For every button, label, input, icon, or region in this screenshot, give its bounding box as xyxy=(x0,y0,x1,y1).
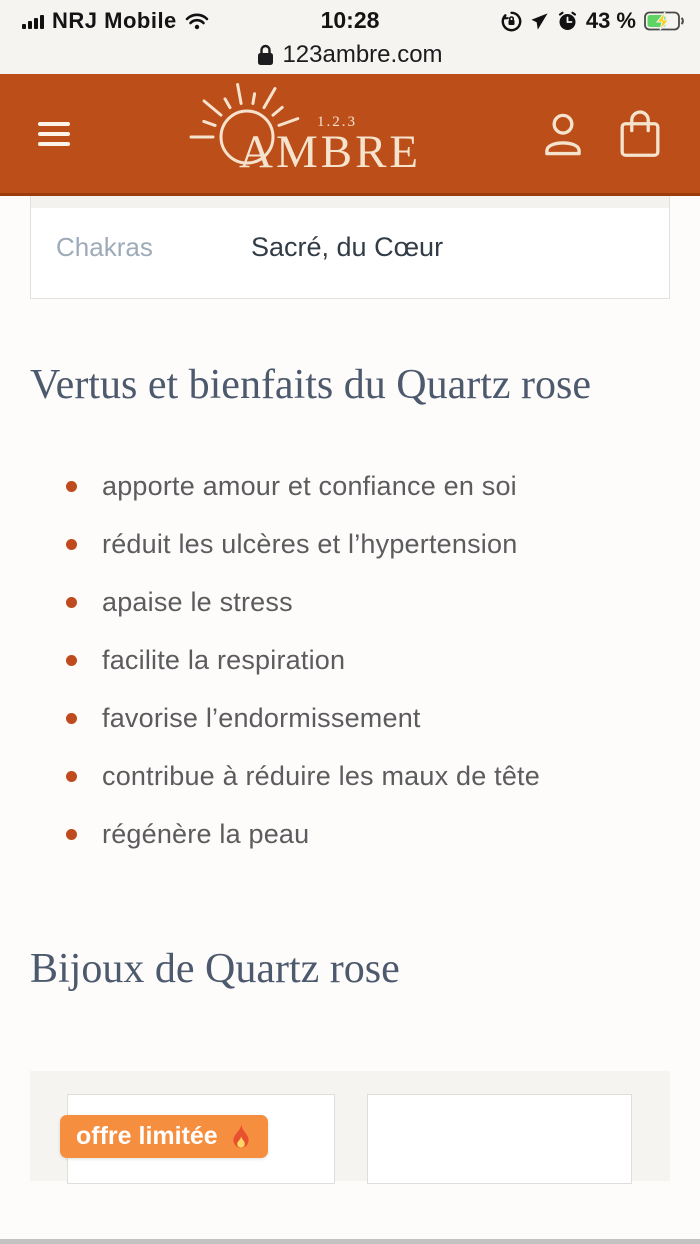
table-row xyxy=(31,208,669,263)
benefit-text: favorise l’endormissement xyxy=(102,702,421,733)
benefit-text: apaise le stress xyxy=(102,586,293,617)
bullet-icon xyxy=(66,829,77,840)
bottom-divider xyxy=(0,1239,700,1244)
address-bar[interactable] xyxy=(0,36,700,74)
benefit-text: apporte amour et confiance en soi xyxy=(102,470,517,501)
site-header xyxy=(0,74,700,196)
list-item xyxy=(0,631,700,689)
site-logo[interactable] xyxy=(187,83,425,191)
account-icon[interactable] xyxy=(542,111,584,157)
location-icon xyxy=(530,12,549,31)
list-item xyxy=(0,805,700,863)
battery-charging-icon xyxy=(644,10,686,32)
flame-icon xyxy=(230,1124,252,1150)
bullet-icon xyxy=(66,771,77,782)
cart-bag-icon[interactable] xyxy=(618,110,662,158)
benefit-text: régénère la peau xyxy=(102,818,310,849)
lock-icon xyxy=(257,44,274,66)
bullet-icon xyxy=(66,539,77,550)
carrier-label: NRJ Mobile xyxy=(52,8,177,33)
bullet-icon xyxy=(66,481,77,492)
product-card[interactable] xyxy=(367,1094,632,1184)
spec-table xyxy=(30,196,670,299)
spec-label: Chakras xyxy=(56,232,153,262)
logo-small-text: 1.2.3 xyxy=(317,113,357,130)
spec-value: Sacré, du Cœur xyxy=(251,232,444,262)
list-item xyxy=(0,689,700,747)
products-title: Bijoux de Quartz rose xyxy=(30,946,400,992)
benefit-text: contribue à réduire les maux de tête xyxy=(102,760,540,791)
rotation-lock-icon xyxy=(501,11,522,32)
wifi-icon xyxy=(185,12,209,30)
list-item xyxy=(0,457,700,515)
list-item xyxy=(0,747,700,805)
benefit-text: facilite la respiration xyxy=(102,644,346,675)
cellular-signal-icon xyxy=(22,14,44,29)
bullet-icon xyxy=(66,713,77,724)
list-item xyxy=(0,515,700,573)
benefits-title: Vertus et bienfaits du Quartz rose xyxy=(30,362,591,408)
logo-name-text: AMBRE xyxy=(239,125,422,178)
list-item xyxy=(0,573,700,631)
benefit-list xyxy=(0,457,700,863)
bullet-icon xyxy=(66,655,77,666)
menu-icon[interactable] xyxy=(38,116,70,152)
clock-time: 10:28 xyxy=(320,7,380,33)
alarm-icon xyxy=(557,11,578,32)
products-carousel xyxy=(30,1071,670,1181)
battery-percent-label: 43 % xyxy=(585,8,636,33)
table-row-edge xyxy=(31,196,669,208)
benefit-text: réduit les ulcères et l’hypertension xyxy=(102,528,518,559)
url-text: 123ambre.com xyxy=(282,41,443,68)
bullet-icon xyxy=(66,597,77,608)
status-bar xyxy=(0,0,700,36)
limited-offer-badge xyxy=(60,1115,268,1158)
badge-text: offre limitée xyxy=(76,1122,218,1150)
